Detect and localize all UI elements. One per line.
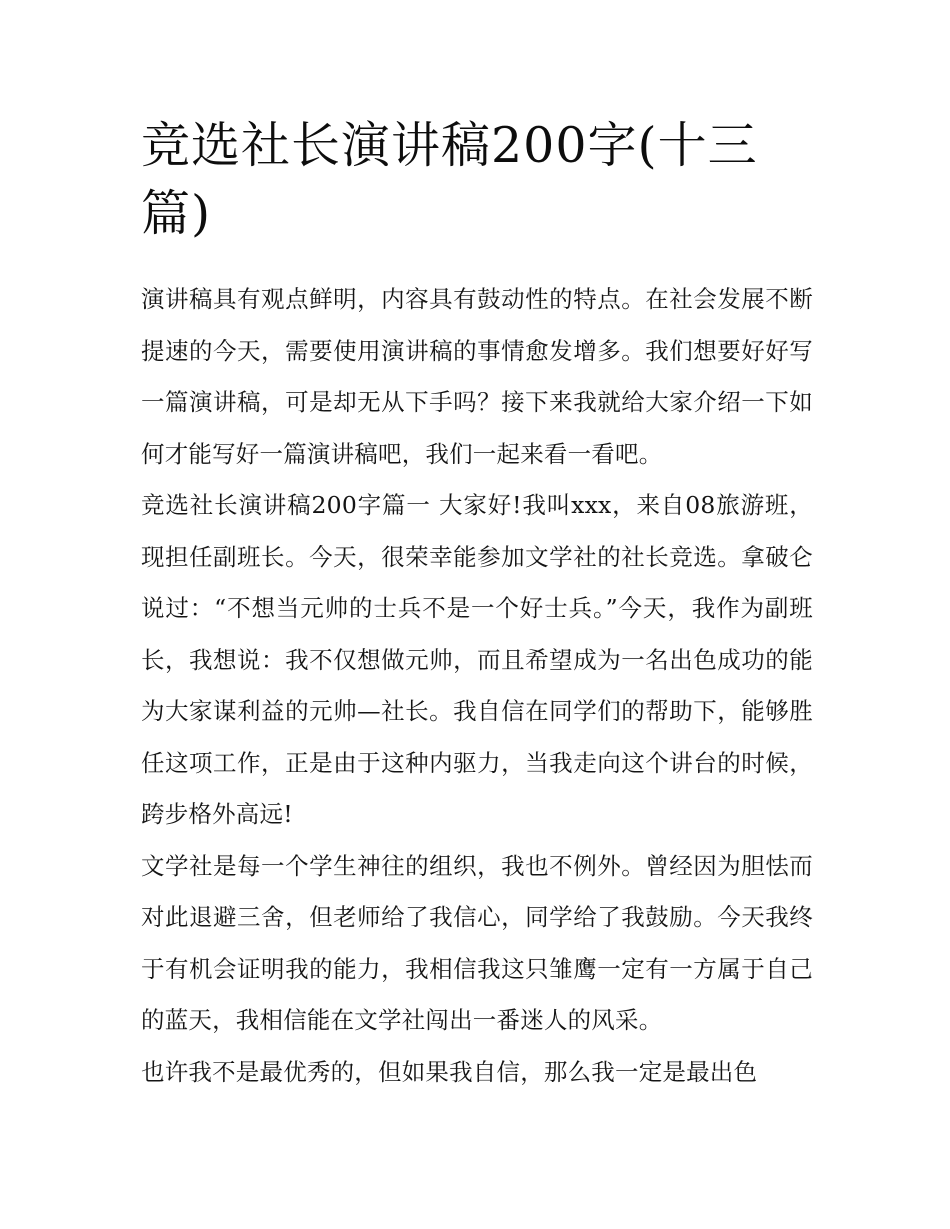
paragraph-confidence: 也许我不是最优秀的，但如果我自信，那么我一定是最出色 [141,1057,758,1086]
document-content [141,112,813,1098]
paragraph-intro: 演讲稿具有观点鲜明，内容具有鼓动性的特点。在社会发展不断提速的今天，需要使用演讲稿的事情愈发增多。我们想要好好写一篇演讲稿，可是却无从下手吗？接下来我就给大家介绍一下如何才能写好一篇演讲稿吧，我们一起来看一看吧。 [141,285,813,468]
document-body [141,274,813,1098]
document-title: 竞选社长演讲稿200字(十三篇) [141,117,758,242]
paragraph-literature-club: 文学社是每一个学生神往的组织，我也不例外。曾经因为胆怯而对此退避三舍，但老师给了我信心，同学给了我鼓励。今天我终于有机会证明我的能力，我相信我这只雏鹰一定有一方属于自己的蓝天，我相信能在文学社闯出一番迷人的风采。 [141,851,813,1034]
paragraph-speech-one: 竞选社长演讲稿200字篇一 大家好!我叫xxx，来自08旅游班，现担任副班长。今天，很荣幸能参加文学社的社长竞选。拿破仑说过：“不想当元帅的士兵不是一个好士兵。”今天，我作为副班长，我想说：我不仅想做元帅，而且希望成为一名出色成功的能为大家谋利益的元帅—社长。我自信在同学们的帮助下，能够胜任这项工作，正是由于这种内驱力，当我走向这个讲台的时候，跨步格外高远! [141,491,813,828]
